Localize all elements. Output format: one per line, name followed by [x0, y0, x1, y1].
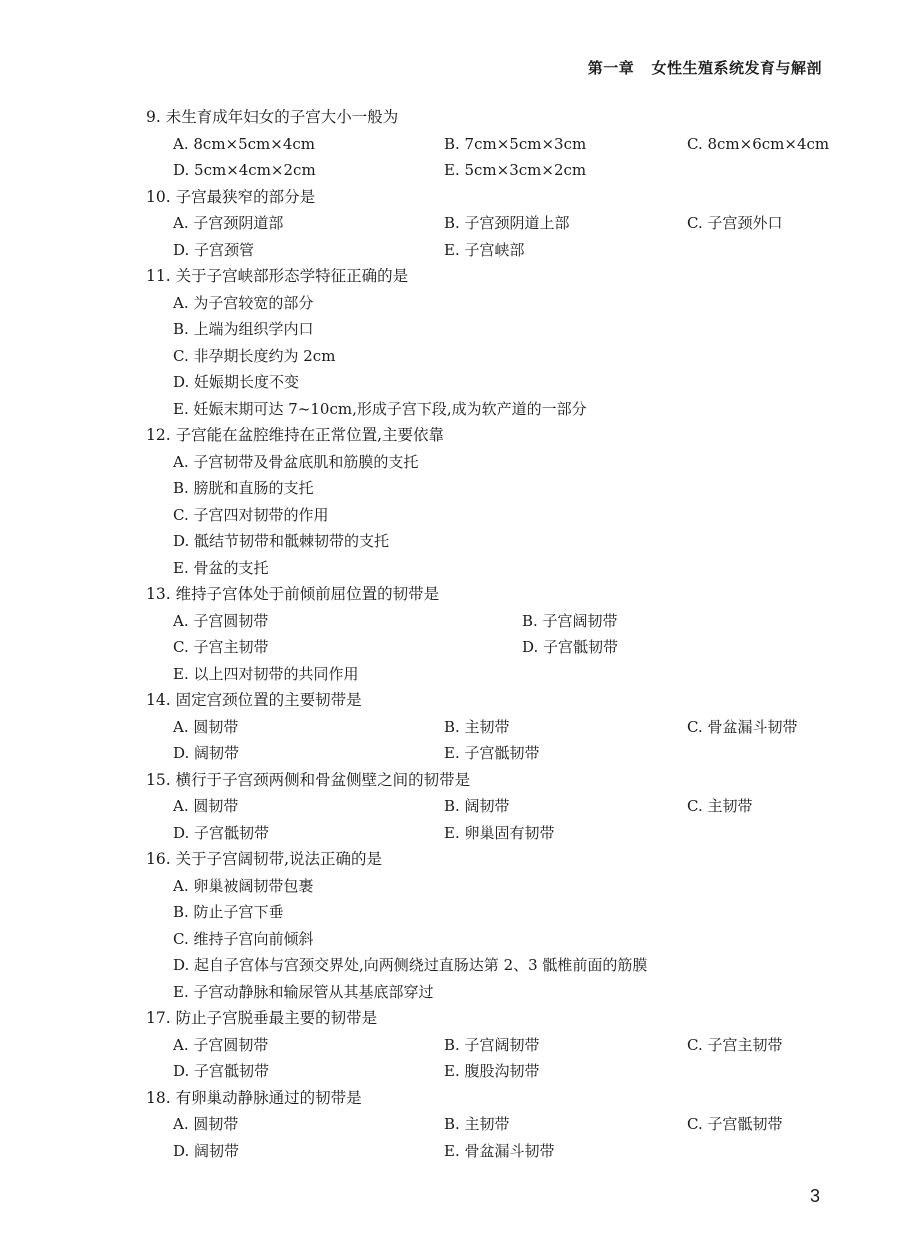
running-header: [588, 57, 822, 78]
question-stem: 11. 关于子宫峡部形态学特征正确的是: [146, 267, 409, 285]
option-row: [146, 396, 836, 423]
option-row: [146, 237, 836, 264]
answer-option: D. 子宫颈管: [173, 240, 255, 259]
option-row: [146, 979, 836, 1006]
answer-option: D. 妊娠期长度不变: [173, 373, 300, 391]
option-row: [146, 661, 836, 688]
answer-option: D. 阔韧带: [173, 1141, 240, 1160]
answer-option: A. 子宫颈阴道部: [173, 214, 284, 232]
option-row: [146, 475, 836, 502]
option-row: [146, 634, 836, 661]
answer-option: B. 主韧带: [444, 1115, 510, 1133]
question-block: [146, 104, 836, 184]
option-row: [146, 449, 836, 476]
answer-option: E. 以上四对韧带的共同作用: [173, 664, 359, 683]
answer-option: E. 骨盆的支托: [173, 558, 269, 577]
option-row: [146, 899, 836, 926]
answer-option: B. 子宫颈阴道上部: [444, 214, 570, 232]
answer-option: C. 骨盆漏斗韧带: [687, 717, 798, 736]
answer-option: C. 子宫主韧带: [687, 1035, 783, 1054]
answer-option: C. 维持子宫向前倾斜: [173, 929, 314, 948]
answer-option: C. 8cm×6cm×4cm: [687, 134, 830, 153]
question-block: [146, 1005, 836, 1085]
question-block: [146, 422, 836, 581]
answer-option: E. 5cm×3cm×2cm: [444, 161, 587, 179]
option-row: [146, 740, 836, 767]
option-row: [146, 608, 836, 635]
answer-option: C. 子宫主韧带: [173, 638, 269, 656]
answer-option: E. 妊娠末期可达 7~10cm,形成子宫下段,成为软产道的一部分: [173, 399, 587, 418]
answer-option: B. 主韧带: [444, 717, 510, 736]
option-row: [146, 131, 836, 158]
answer-option: A. 圆韧带: [173, 717, 239, 736]
answer-option: B. 子宫阔韧带: [522, 611, 618, 630]
answer-option: A. 卵巢被阔韧带包裹: [173, 876, 314, 895]
question-block: [146, 184, 836, 264]
answer-option: A. 子宫韧带及骨盆底肌和筋膜的支托: [173, 452, 419, 471]
question-block: [146, 581, 836, 687]
answer-option: E. 骨盆漏斗韧带: [444, 1141, 555, 1160]
question-stem: 13. 维持子宫体处于前倾前屈位置的韧带是: [146, 585, 440, 603]
answer-option: D. 子宫骶韧带: [173, 823, 270, 842]
answer-option: D. 骶结节韧带和骶棘韧带的支托: [173, 532, 390, 550]
option-row: [146, 952, 836, 979]
option-row: [146, 369, 836, 396]
answer-option: C. 子宫四对韧带的作用: [173, 505, 329, 524]
option-row: [146, 1032, 836, 1059]
question-stem: 14. 固定宫颈位置的主要韧带是: [146, 691, 362, 709]
answer-option: A. 圆韧带: [173, 797, 239, 815]
answer-option: A. 子宫圆韧带: [173, 611, 269, 630]
answer-option: A. 8cm×5cm×4cm: [173, 134, 316, 153]
option-row: [146, 316, 836, 343]
answer-option: A. 子宫圆韧带: [173, 1035, 269, 1054]
question-block: [146, 263, 836, 422]
option-row: [146, 793, 836, 820]
question-stem: 15. 横行于子宫颈两侧和骨盆侧壁之间的韧带是: [146, 770, 471, 789]
chapter-number: 第一章: [587, 59, 635, 77]
answer-option: E. 子宫骶韧带: [444, 744, 540, 762]
question-stem: 9. 未生育成年妇女的子宫大小一般为: [146, 108, 399, 126]
answer-option: A. 圆韧带: [173, 1115, 239, 1133]
answer-option: E. 卵巢固有韧带: [444, 823, 555, 842]
answer-option: A. 为子宫较宽的部分: [173, 293, 314, 312]
option-row: [146, 714, 836, 741]
answer-option: E. 子宫峡部: [444, 240, 525, 259]
option-row: [146, 926, 836, 953]
option-row: [146, 210, 836, 237]
answer-option: B. 7cm×5cm×3cm: [444, 134, 587, 153]
answer-option: D. 起自子宫体与宫颈交界处,向两侧绕过直肠达第 2、3 骶椎前面的筋膜: [173, 956, 648, 974]
option-row: [146, 820, 836, 847]
option-row: [146, 1058, 836, 1085]
answer-option: C. 非孕期长度约为 2cm: [173, 346, 336, 365]
option-row: [146, 555, 836, 582]
question-stem: 18. 有卵巢动静脉通过的韧带是: [146, 1088, 362, 1107]
answer-option: B. 子宫阔韧带: [444, 1035, 540, 1054]
option-row: [146, 343, 836, 370]
option-row: [146, 528, 836, 555]
answer-option: D. 阔韧带: [173, 744, 240, 762]
answer-option: B. 阔韧带: [444, 797, 510, 815]
question-block: [146, 767, 836, 847]
answer-option: E. 腹股沟韧带: [444, 1062, 540, 1080]
answer-option: E. 子宫动静脉和输尿管从其基底部穿过: [173, 982, 434, 1001]
answer-option: D. 5cm×4cm×2cm: [173, 161, 316, 179]
page-number: 3: [809, 1186, 820, 1206]
answer-option: C. 子宫颈外口: [687, 214, 783, 232]
option-row: [146, 157, 836, 184]
answer-option: C. 主韧带: [687, 797, 753, 815]
option-row: [146, 502, 836, 529]
option-row: [146, 1138, 836, 1165]
question-stem: 10. 子宫最狭窄的部分是: [146, 187, 316, 206]
option-row: [146, 873, 836, 900]
chapter-title: 女性生殖系统发育与解剖: [651, 59, 822, 77]
answer-option: D. 子宫骶韧带: [173, 1062, 270, 1080]
question-list: [146, 104, 836, 1164]
answer-option: B. 上端为组织学内口: [173, 320, 314, 338]
question-block: [146, 687, 836, 767]
option-row: [146, 1111, 836, 1138]
answer-option: B. 防止子宫下垂: [173, 903, 284, 921]
answer-option: C. 子宫骶韧带: [687, 1115, 783, 1133]
question-stem: 16. 关于子宫阔韧带,说法正确的是: [146, 850, 383, 868]
question-stem: 17. 防止子宫脱垂最主要的韧带是: [146, 1009, 378, 1027]
option-row: [146, 290, 836, 317]
question-stem: 12. 子宫能在盆腔维持在正常位置,主要依靠: [146, 426, 445, 444]
question-block: [146, 1085, 836, 1165]
question-block: [146, 846, 836, 1005]
answer-option: B. 膀胱和直肠的支托: [173, 479, 314, 497]
answer-option: D. 子宫骶韧带: [522, 638, 619, 656]
